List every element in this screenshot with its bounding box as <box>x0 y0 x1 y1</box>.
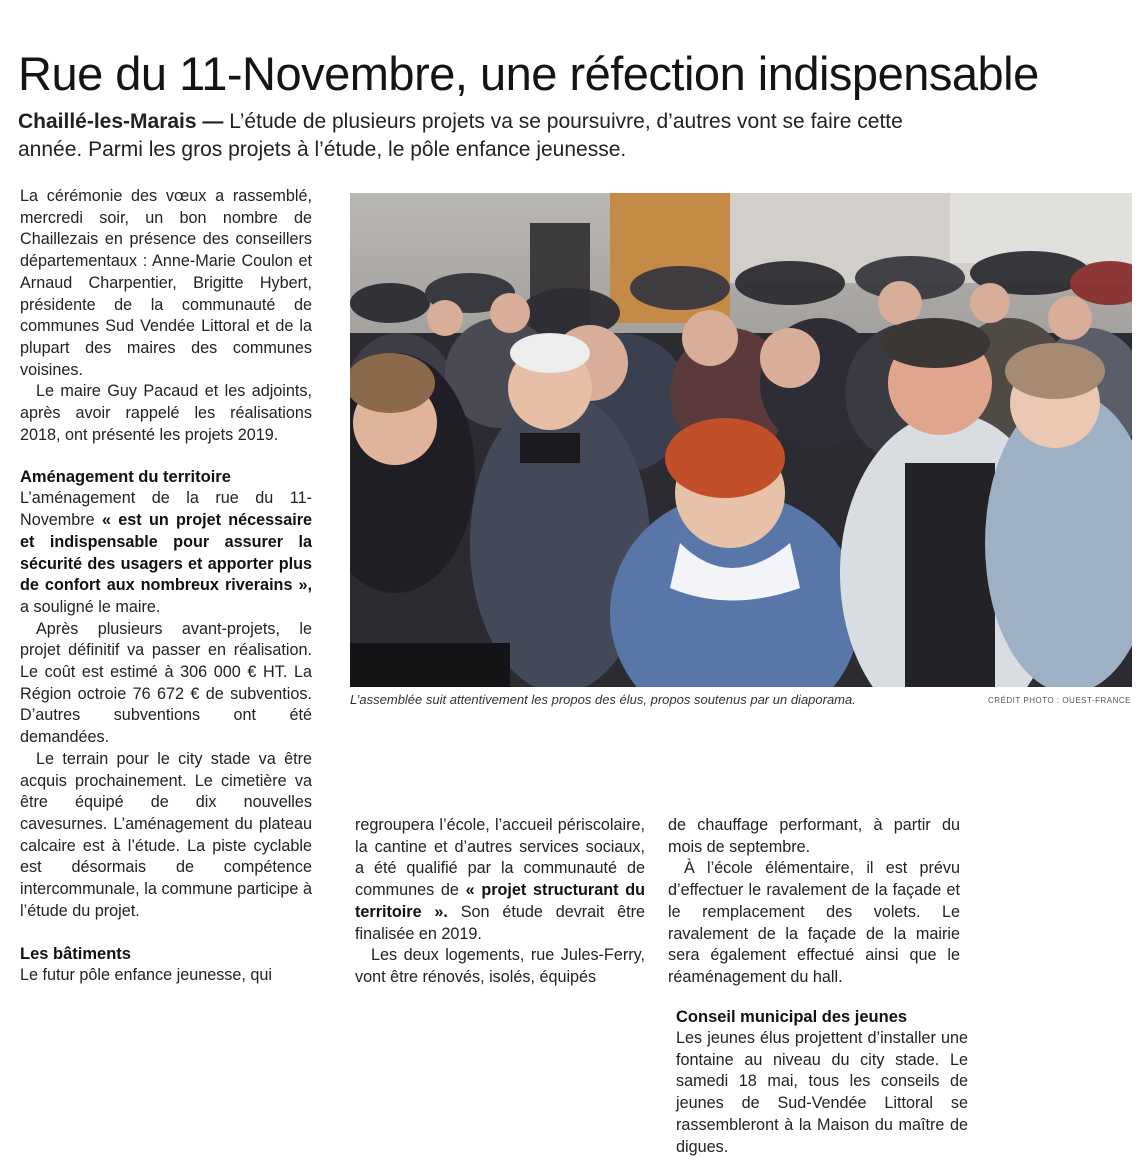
dateline-place: Chaillé-les-Marais — <box>18 110 224 133</box>
section-heading-batiments: Les bâtiments <box>20 944 131 963</box>
batiments-paragraph-1-start: Le futur pôle enfance jeunesse, qui <box>20 965 272 984</box>
mayor-quote: « est un projet nécessaire et indispensable pour assurer la sécurité des usagers et apporter plus de confort aux nombreux riverains », <box>20 511 312 595</box>
batiments-p1-end: Son étude devrait être finalisée en 2019. <box>355 902 645 943</box>
amenagement-p1-end: a souligné le maire. <box>20 597 161 616</box>
batiments-paragraph-2-start: Les deux logements, rue Jules-Ferry, vont être rénovés, isolés, équipés <box>355 946 645 986</box>
amenagement-paragraph-3: Le terrain pour le city stade va être acquis prochainement. Le cimetière va être équipé de dix nouvelles cavesurnes. L’aménagement du plateau calcaire est à l’étude. La piste cyclable est désormais de compétence intercommunale, la commune participe à l’étude du projet. <box>20 749 312 920</box>
section-heading-amenagement: Aménagement du territoire <box>20 468 231 487</box>
amenagement-paragraph-1 <box>20 488 312 618</box>
lead-text: L’étude de plusieurs projets va se poursuivre, d’autres vont se faire cette année. Parmi les gros projets à l’étude, le pôle enfance jeunesse. <box>18 110 903 161</box>
audience-illustration <box>350 193 1132 687</box>
conseil-paragraph-1: Les jeunes élus projettent d’installer une fontaine au niveau du city stade. Le samedi 18 mai, tous les conseils de jeunes de Sud-Vendée Littoral se rassembleront à la Maison du maître de digues. <box>676 1029 968 1156</box>
article-column-3 <box>668 815 960 989</box>
headline: Rue du 11-Novembre, une réfection indispensable <box>18 47 1039 100</box>
batiments-p1-cont: regroupera l’école, l’accueil périscolaire, la cantine et d’autres services sociaux, a été qualifié par la communauté de communes de <box>355 816 645 900</box>
photo-caption: L’assemblée suit attentivement les propos des élus, propos soutenus par un diaporama. <box>350 692 856 707</box>
amenagement-p1-start: L’aménagement de la rue du 11-Novembre <box>20 489 312 530</box>
batiments-paragraph-2-end: de chauffage performant, à partir du mois de septembre. <box>668 816 960 856</box>
section-heading-conseil: Conseil municipal des jeunes <box>676 1008 908 1026</box>
article-column-2 <box>355 815 645 989</box>
article-column-1 <box>20 186 312 986</box>
amenagement-paragraph-2: Après plusieurs avant-projets, le projet définitif va passer en réalisation. Le coût est estimé à 306 000 € HT. La Région octroie 76 672 € de subventios. D’autres subventions ont été demandées. <box>20 619 312 747</box>
lead-paragraph <box>18 108 918 164</box>
batiments-paragraph-1-cont <box>355 815 645 945</box>
intro-paragraph-2: Le maire Guy Pacaud et les adjoints, après avoir rappelé les réalisations 2018, ont présenté les projets 2019. <box>20 382 312 444</box>
photo-credit: CRÉDIT PHOTO : OUEST-FRANCE <box>988 696 1131 705</box>
batiments-paragraph-3: À l’école élémentaire, il est prévu d’effectuer le ravalement de la façade et le remplacement des volets. Le ravalement de la façade de la mairie sera également effectué ainsi que le réaménagement du hall. <box>668 859 960 986</box>
intro-paragraph-1: La cérémonie des vœux a rassemblé, mercredi soir, un bon nombre de Chaillezais en présence des conseillers départementaux : Anne-Marie Coulon et Arnaud Charpentier, Brigitte Hybert, présidente de la communauté de communes Sud Vendée Littoral et de la plupart des maires des communes voisines. <box>20 187 312 379</box>
article-column-4 <box>676 1006 968 1158</box>
structuring-project-quote: « projet structurant du territoire ». <box>355 881 645 921</box>
assembly-photo <box>350 193 1132 687</box>
